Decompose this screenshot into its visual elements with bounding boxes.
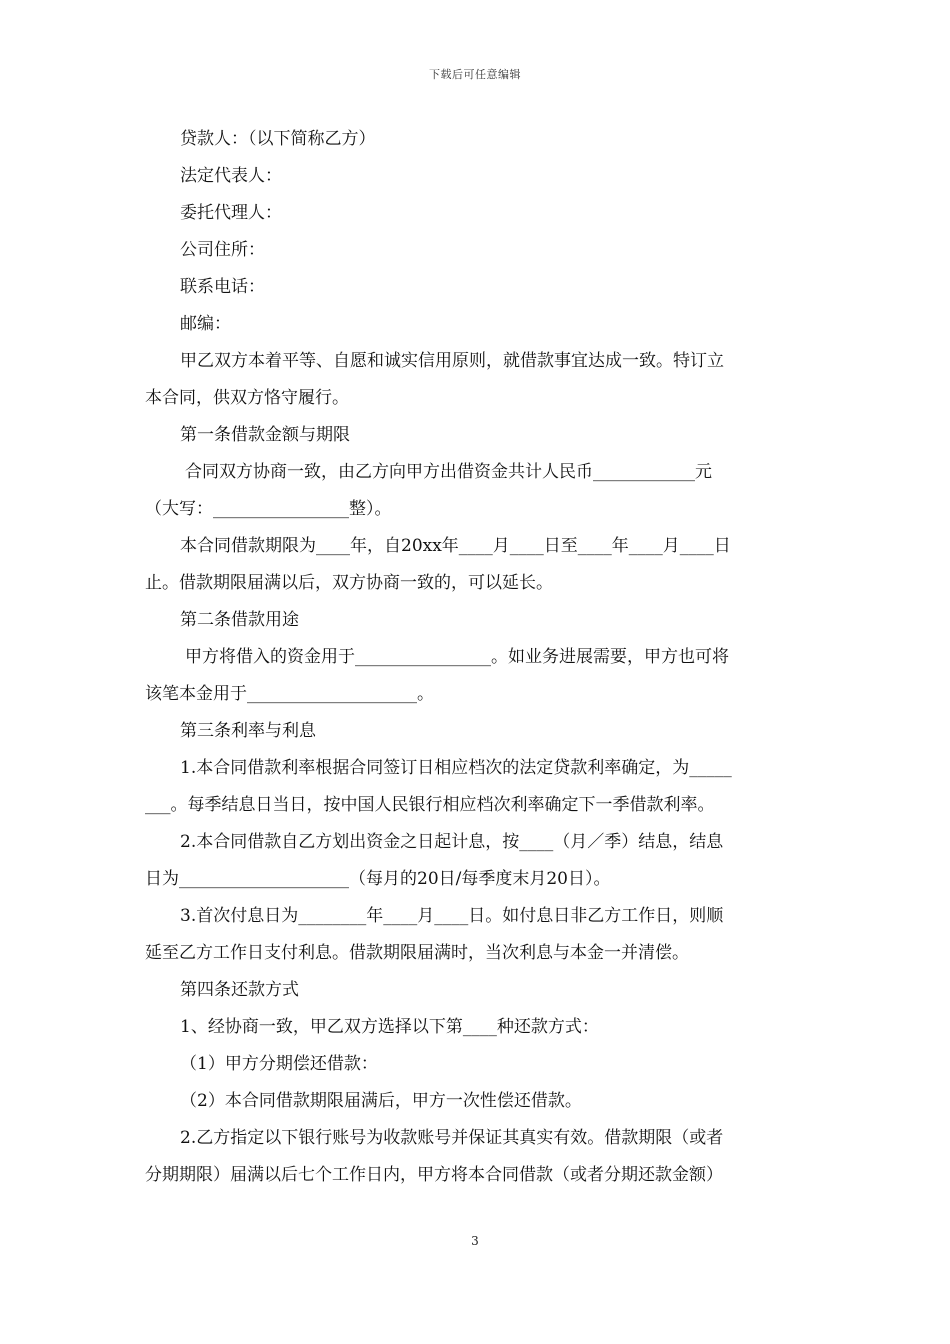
document-body [145,121,810,1194]
article-2-purpose-line-1: 甲方将借入的资金用于________________。如业务进展需要，甲方也可将 [185,647,729,667]
article-4-option-1: （1）甲方分期偿还借款： [180,1054,378,1074]
article-4-option-2: （2）本合同借款期限届满后，甲方一次性偿还借款。 [180,1091,582,1111]
article-1-heading: 第一条借款金额与期限 [180,425,350,445]
article-3-item-1-line-1: 1.本合同借款利率根据合同签订日相应档次的法定贷款利率确定，为_____ [180,758,732,778]
preamble-line-1: 甲乙双方本着平等、自愿和诚实信用原则，就借款事宜达成一致。特订立 [180,351,724,371]
article-2-purpose-line-2: 该笔本金用于____________________。 [145,684,434,704]
article-1-term-line-2: 止。借款期限届满以后，双方协商一致的，可以延长。 [145,573,553,593]
article-4-item-2-line-1: 2.乙方指定以下银行账号为收款账号并保证其真实有效。借款期限（或者 [180,1128,724,1148]
article-4-item-1: 1、经协商一致，甲乙双方选择以下第____种还款方式： [180,1017,599,1037]
article-3-item-3-line-2: 延至乙方工作日支付利息。借款期限届满时，当次利息与本金一并清偿。 [145,943,689,963]
preamble-line-2: 本合同，供双方恪守履行。 [145,388,349,408]
company-address-line: 公司住所： [180,240,265,260]
article-3-heading: 第三条利率与利息 [180,721,316,741]
phone-line: 联系电话： [180,277,265,297]
article-3-item-3-line-1: 3.首次付息日为________年____月____日。如付息日非乙方工作日，则顺 [180,906,724,926]
article-4-item-2-line-2: 分期期限）届满以后七个工作日内，甲方将本合同借款（或者分期还款金额） [145,1165,723,1185]
page-header: 下载后可任意编辑 [429,68,521,81]
article-3-item-2-line-1: 2.本合同借款自乙方划出资金之日起计息，按____（月／季）结息，结息 [180,832,724,852]
article-2-heading: 第二条借款用途 [180,610,299,630]
page-number: 3 [471,1234,479,1248]
article-1-term-line-1: 本合同借款期限为____年，自20xx年____月____日至____年____月____日 [180,536,731,556]
article-3-item-1-line-2: ___。每季结息日当日，按中国人民银行相应档次利率确定下一季借款利率。 [145,795,715,815]
lender-line: 贷款人：（以下简称乙方） [180,129,376,149]
article-1-amount-line-2: （大写：________________整）。 [145,499,392,519]
agent-line: 委托代理人： [180,203,282,223]
postcode-line: 邮编： [180,314,231,334]
article-3-item-2-line-2: 日为____________________（每月的20日/每季度末月20日）。 [145,869,611,889]
legal-representative-line: 法定代表人： [180,166,282,186]
article-4-heading: 第四条还款方式 [180,980,299,1000]
article-1-amount-line-1: 合同双方协商一致，由乙方向甲方出借资金共计人民币____________元 [185,462,712,482]
